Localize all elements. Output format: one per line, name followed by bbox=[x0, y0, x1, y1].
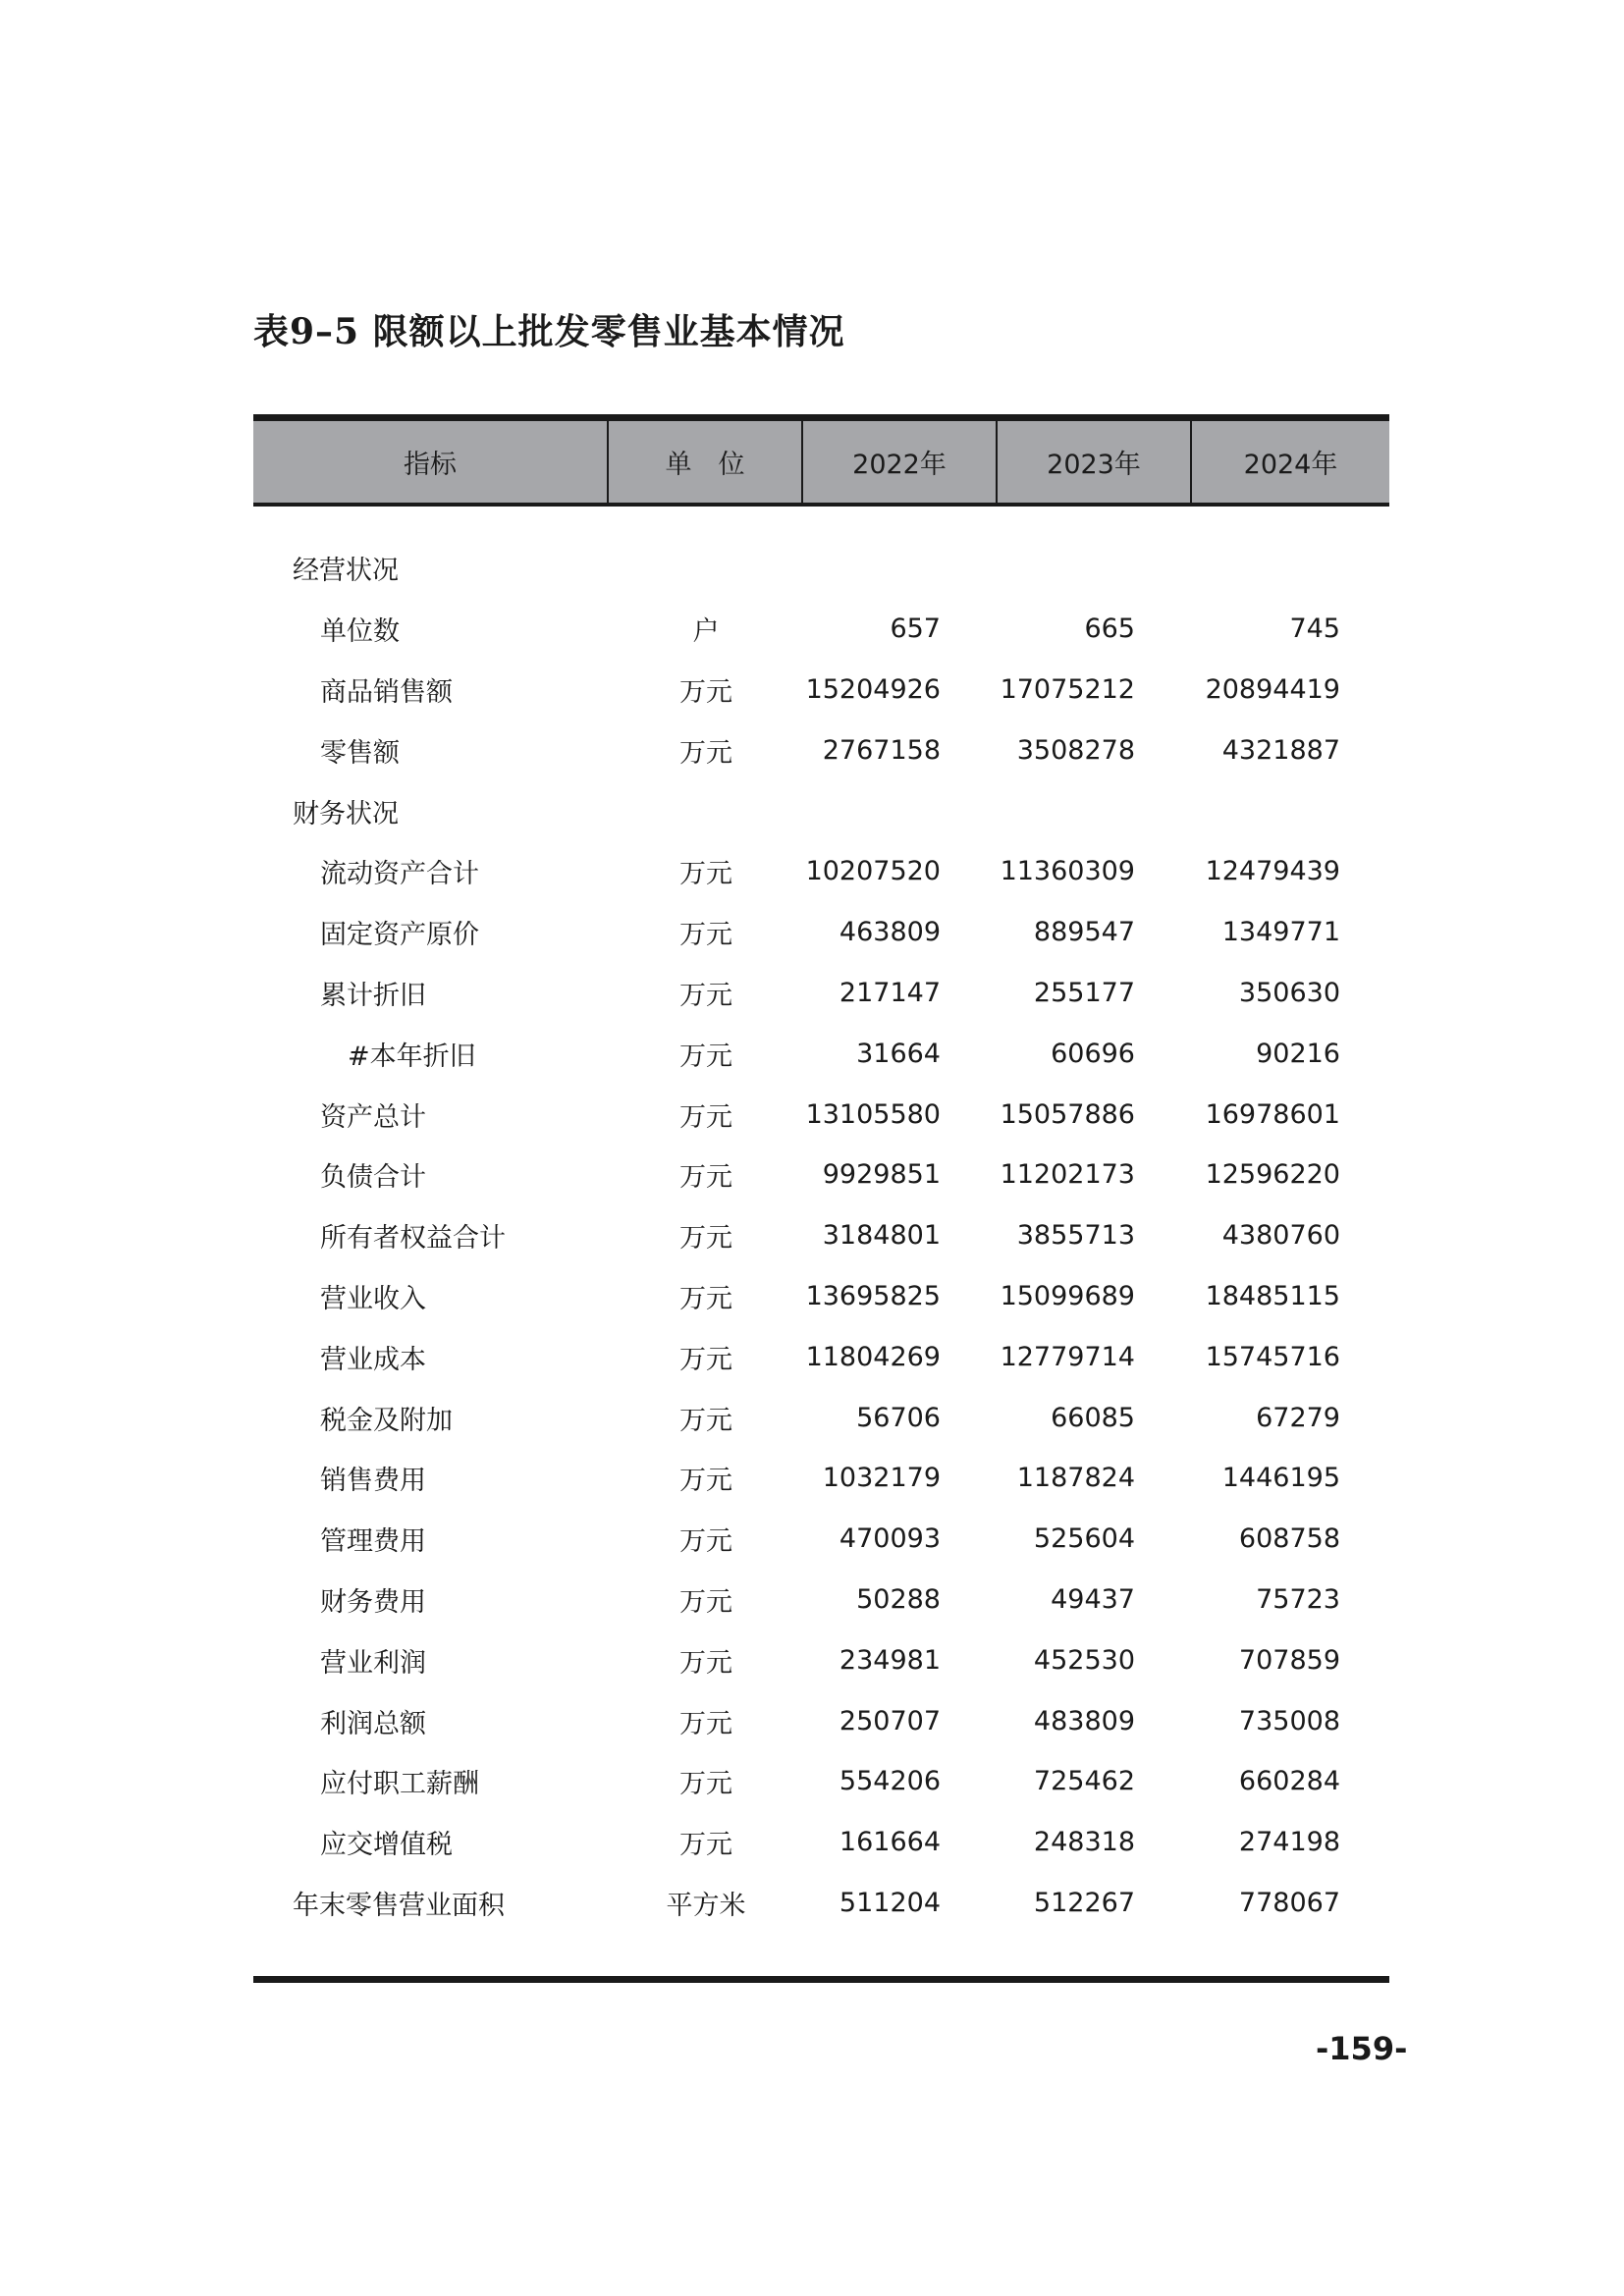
value-2022: 217147 bbox=[839, 977, 941, 1008]
value-2024: 608758 bbox=[1238, 1523, 1340, 1555]
value-2022: 511204 bbox=[839, 1887, 941, 1918]
table-header bbox=[253, 414, 1389, 507]
bottom-rule bbox=[253, 1976, 1389, 1983]
table-row bbox=[253, 1629, 1389, 1690]
row-unit: 万元 bbox=[679, 1405, 732, 1436]
table-row bbox=[253, 1873, 1389, 1934]
row-unit: 万元 bbox=[679, 859, 732, 890]
table-row bbox=[253, 963, 1389, 1024]
row-label: 所有者权益合计 bbox=[320, 1223, 506, 1255]
value-2024: 1349771 bbox=[1221, 917, 1340, 948]
value-2024: 778067 bbox=[1238, 1887, 1340, 1918]
row-label: 应交增值税 bbox=[320, 1830, 453, 1861]
value-2022: 463809 bbox=[839, 917, 941, 948]
row-unit: 万元 bbox=[679, 1162, 732, 1194]
value-2024: 4321887 bbox=[1221, 734, 1340, 766]
row-label: 累计折旧 bbox=[320, 980, 426, 1011]
value-2023: 452530 bbox=[1033, 1644, 1135, 1676]
table-row bbox=[253, 1509, 1389, 1570]
table-body bbox=[253, 507, 1389, 1933]
value-2023: 255177 bbox=[1033, 977, 1135, 1008]
value-2024: 12479439 bbox=[1205, 856, 1340, 887]
row-unit: 平方米 bbox=[666, 1890, 746, 1921]
value-2023: 66085 bbox=[1051, 1402, 1135, 1433]
row-label: 财务状况 bbox=[293, 798, 399, 829]
value-2024: 350630 bbox=[1238, 977, 1340, 1008]
row-label: 销售费用 bbox=[320, 1466, 426, 1497]
value-2023: 3855713 bbox=[1016, 1220, 1135, 1252]
data-table bbox=[253, 414, 1389, 1933]
value-2022: 2767158 bbox=[822, 734, 941, 766]
value-2024: 18485115 bbox=[1205, 1280, 1340, 1311]
row-unit: 万元 bbox=[679, 920, 732, 951]
table-row bbox=[253, 1570, 1389, 1630]
row-label: 流动资产合计 bbox=[320, 859, 479, 890]
header-2022: 2022年 bbox=[803, 421, 998, 503]
row-label: 负债合计 bbox=[320, 1162, 426, 1194]
row-unit: 万元 bbox=[679, 1830, 732, 1861]
value-2023: 3508278 bbox=[1016, 734, 1135, 766]
row-unit: 户 bbox=[692, 616, 720, 648]
table-row bbox=[253, 1145, 1389, 1205]
table-row bbox=[253, 1448, 1389, 1509]
row-label: 固定资产原价 bbox=[320, 920, 479, 951]
value-2023: 49437 bbox=[1051, 1583, 1135, 1615]
value-2022: 50288 bbox=[856, 1583, 941, 1615]
row-unit: 万元 bbox=[679, 1769, 732, 1800]
value-2022: 31664 bbox=[856, 1038, 941, 1069]
value-2022: 9929851 bbox=[822, 1159, 941, 1191]
value-2023: 11360309 bbox=[1000, 856, 1135, 887]
section-row bbox=[253, 538, 1389, 599]
value-2023: 15057886 bbox=[1000, 1098, 1135, 1130]
value-2024: 15745716 bbox=[1205, 1341, 1340, 1372]
value-2023: 483809 bbox=[1033, 1705, 1135, 1736]
value-2022: 10207520 bbox=[805, 856, 941, 887]
table-row bbox=[253, 902, 1389, 963]
row-unit: 万元 bbox=[679, 980, 732, 1011]
table-row bbox=[253, 1690, 1389, 1751]
value-2022: 3184801 bbox=[822, 1220, 941, 1252]
row-unit: 万元 bbox=[679, 1041, 732, 1072]
row-unit: 万元 bbox=[679, 1708, 732, 1739]
row-label: 营业成本 bbox=[320, 1344, 426, 1375]
table-row bbox=[253, 660, 1389, 721]
value-2023: 15099689 bbox=[1000, 1280, 1135, 1311]
row-unit: 万元 bbox=[679, 1647, 732, 1679]
row-label: 财务费用 bbox=[320, 1586, 426, 1618]
value-2022: 161664 bbox=[839, 1827, 941, 1858]
table-row bbox=[253, 599, 1389, 660]
table-row bbox=[253, 841, 1389, 902]
value-2023: 525604 bbox=[1033, 1523, 1135, 1555]
row-label: 营业收入 bbox=[320, 1283, 426, 1314]
table-row bbox=[253, 1326, 1389, 1387]
value-2024: 660284 bbox=[1238, 1766, 1340, 1797]
value-2022: 554206 bbox=[839, 1766, 941, 1797]
table-row bbox=[253, 1751, 1389, 1812]
row-label: 资产总计 bbox=[320, 1101, 426, 1133]
value-2023: 665 bbox=[1084, 614, 1135, 645]
row-label: 应付职工薪酬 bbox=[320, 1769, 479, 1800]
header-2024: 2024年 bbox=[1243, 450, 1338, 480]
value-2024: 75723 bbox=[1256, 1583, 1340, 1615]
value-2024: 16978601 bbox=[1205, 1098, 1340, 1130]
value-2023: 889547 bbox=[1033, 917, 1135, 948]
value-2022: 15204926 bbox=[805, 673, 941, 705]
value-2023: 725462 bbox=[1033, 1766, 1135, 1797]
row-label: 年末零售营业面积 bbox=[293, 1890, 505, 1921]
value-2024: 707859 bbox=[1238, 1644, 1340, 1676]
value-2022: 1032179 bbox=[822, 1463, 941, 1494]
table-row bbox=[253, 1266, 1389, 1327]
value-2024: 735008 bbox=[1238, 1705, 1340, 1736]
value-2023: 17075212 bbox=[1000, 673, 1135, 705]
value-2023: 60696 bbox=[1051, 1038, 1135, 1069]
value-2023: 1187824 bbox=[1016, 1463, 1135, 1494]
value-2024: 1446195 bbox=[1221, 1463, 1340, 1494]
value-2022: 13105580 bbox=[805, 1098, 941, 1130]
value-2024: 12596220 bbox=[1205, 1159, 1340, 1191]
value-2024: 4380760 bbox=[1221, 1220, 1340, 1252]
table-row bbox=[253, 1812, 1389, 1873]
value-2023: 12779714 bbox=[1000, 1341, 1135, 1372]
row-unit: 万元 bbox=[679, 737, 732, 769]
header-unit: 单 位 bbox=[609, 421, 803, 503]
value-2022: 657 bbox=[890, 614, 941, 645]
row-unit: 万元 bbox=[679, 1223, 732, 1255]
value-2023: 512267 bbox=[1033, 1887, 1135, 1918]
row-label: 管理费用 bbox=[320, 1526, 426, 1558]
header-indicator: 指标 bbox=[253, 421, 609, 503]
table-title: 表9–5 限额以上批发零售业基本情况 bbox=[253, 311, 845, 352]
value-2024: 274198 bbox=[1238, 1827, 1340, 1858]
row-label: 利润总额 bbox=[320, 1708, 426, 1739]
value-2022: 11804269 bbox=[805, 1341, 941, 1372]
row-unit: 万元 bbox=[679, 1283, 732, 1314]
value-2024: 67279 bbox=[1256, 1402, 1340, 1433]
table-row bbox=[253, 1084, 1389, 1145]
row-label: #本年折旧 bbox=[348, 1041, 476, 1072]
row-label: 经营状况 bbox=[293, 556, 399, 587]
row-label: 零售额 bbox=[320, 737, 400, 769]
row-unit: 万元 bbox=[679, 1526, 732, 1558]
table-row bbox=[253, 1387, 1389, 1448]
row-unit: 万元 bbox=[679, 1466, 732, 1497]
row-unit: 万元 bbox=[679, 1586, 732, 1618]
value-2022: 234981 bbox=[839, 1644, 941, 1676]
page-number: -159- bbox=[1316, 2030, 1408, 2067]
row-unit: 万元 bbox=[679, 676, 732, 708]
row-label: 营业利润 bbox=[320, 1647, 426, 1679]
row-unit: 万元 bbox=[679, 1101, 732, 1133]
value-2023: 11202173 bbox=[1000, 1159, 1135, 1191]
row-label: 税金及附加 bbox=[320, 1405, 453, 1436]
value-2024: 745 bbox=[1289, 614, 1340, 645]
value-2022: 250707 bbox=[839, 1705, 941, 1736]
row-label: 商品销售额 bbox=[320, 676, 453, 708]
table-row bbox=[253, 1205, 1389, 1266]
value-2023: 248318 bbox=[1033, 1827, 1135, 1858]
value-2022: 470093 bbox=[839, 1523, 941, 1555]
section-row bbox=[253, 780, 1389, 841]
row-unit: 万元 bbox=[679, 1344, 732, 1375]
value-2022: 56706 bbox=[856, 1402, 941, 1433]
value-2024: 20894419 bbox=[1205, 673, 1340, 705]
table-row bbox=[253, 1023, 1389, 1084]
table-row bbox=[253, 720, 1389, 780]
row-label: 单位数 bbox=[320, 616, 400, 648]
value-2024: 90216 bbox=[1256, 1038, 1340, 1069]
value-2022: 13695825 bbox=[805, 1280, 941, 1311]
header-2023: 2023年 bbox=[998, 421, 1192, 503]
